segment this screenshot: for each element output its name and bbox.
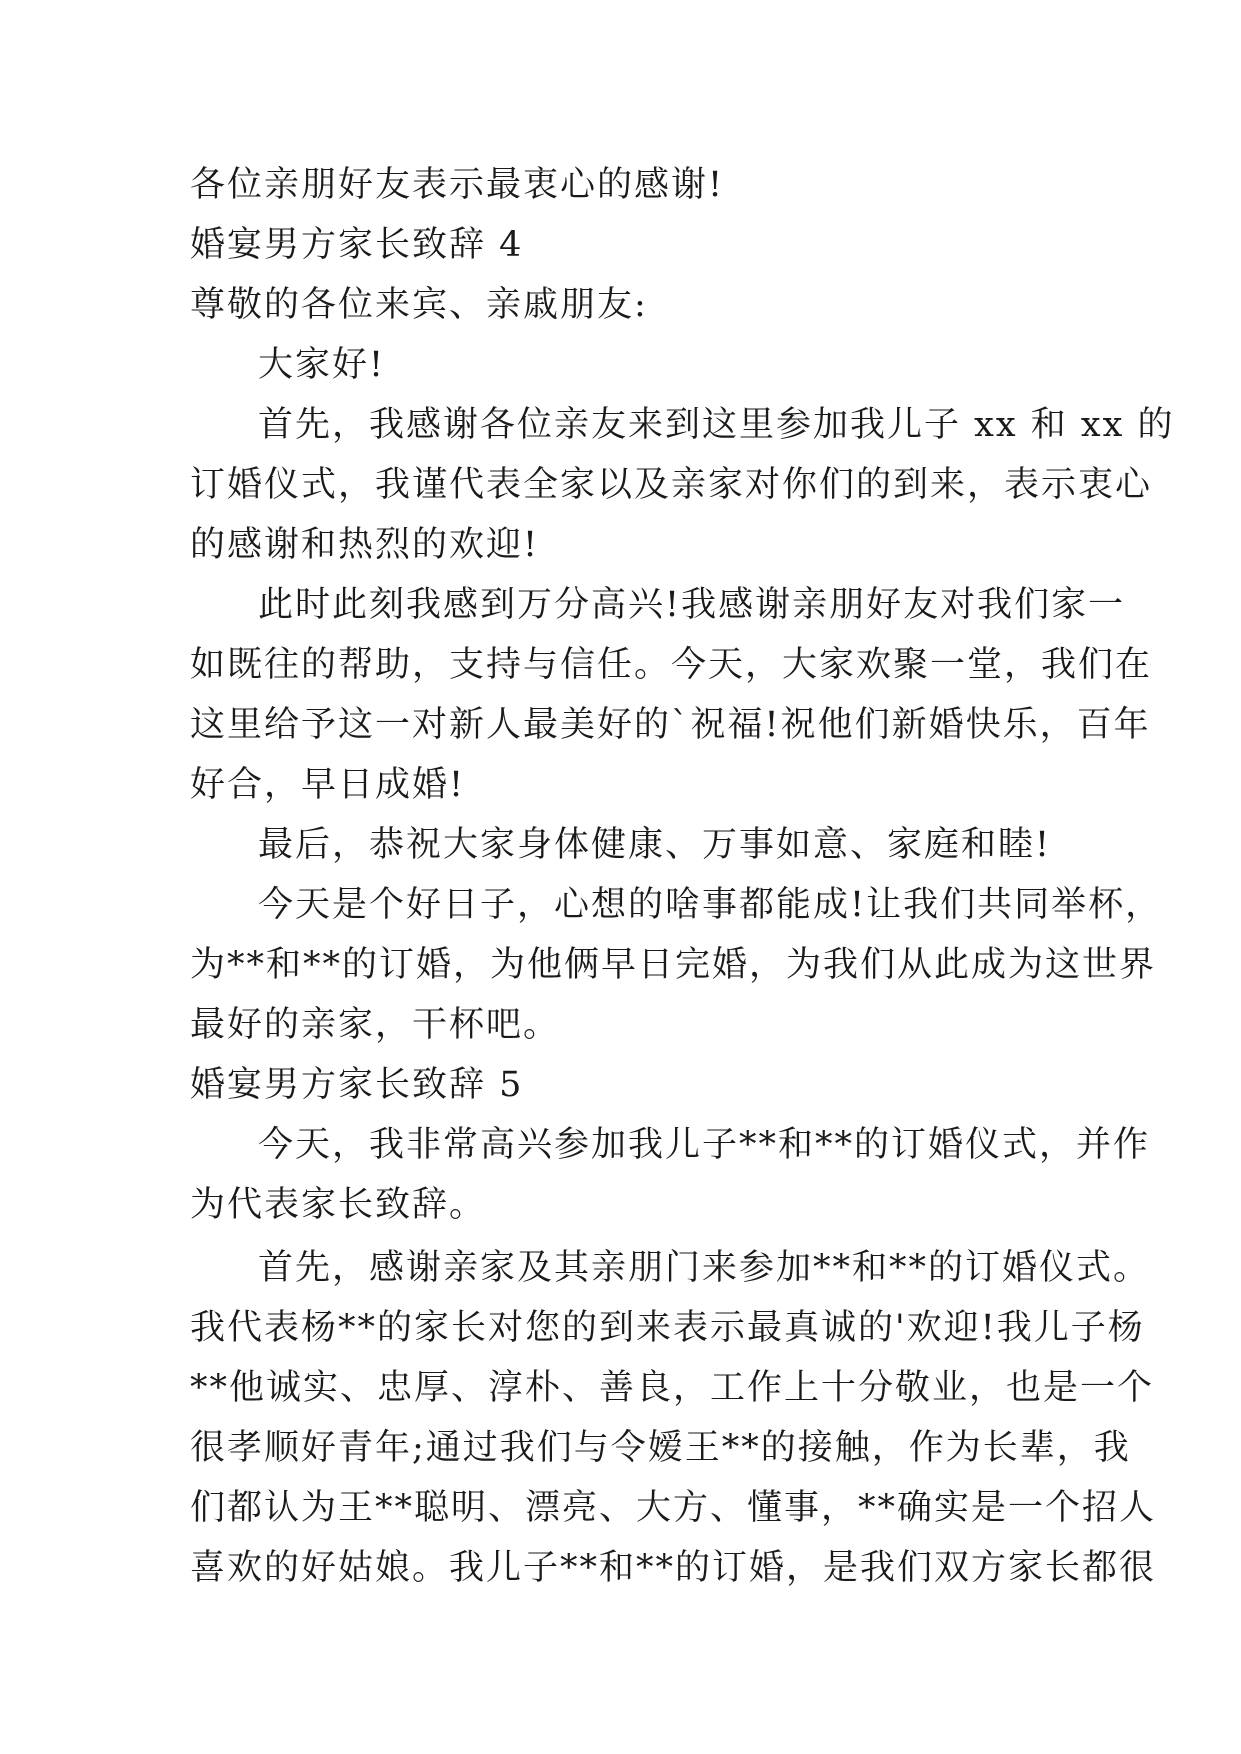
text-line: 今天，我非常高兴参加我儿子**和**的订婚仪式，并作 — [258, 1125, 1151, 1165]
text-line: 最好的亲家，干杯吧。 — [190, 1005, 561, 1045]
text-line: 首先，感谢亲家及其亲朋门来参加**和**的订婚仪式。 — [258, 1248, 1151, 1288]
text-line: 为代表家长致辞。 — [190, 1185, 487, 1225]
section-heading: 婚宴男方家长致辞 5 — [190, 1065, 524, 1105]
text-line: 喜欢的好姑娘。我儿子**和**的订婚，是我们双方家长都很 — [190, 1548, 1157, 1588]
text-line: 好合，早日成婚! — [190, 765, 466, 805]
section-heading: 婚宴男方家长致辞 4 — [190, 225, 524, 265]
text-line: 此时此刻我感到万分高兴!我感谢亲朋好友对我们家一 — [258, 585, 1126, 625]
text-line: 首先，我感谢各位亲友来到这里参加我儿子 xx 和 xx 的 — [258, 405, 1175, 445]
text-line: 这里给予这一对新人最美好的`祝福!祝他们新婚快乐，百年 — [190, 705, 1151, 745]
text-line: 我代表杨**的家长对您的到来表示最真诚的'欢迎!我儿子杨 — [190, 1308, 1145, 1348]
text-line: 订婚仪式，我谨代表全家以及亲家对你们的到来，表示衷心 — [190, 465, 1153, 505]
text-line: 们都认为王**聪明、漂亮、大方、懂事，**确实是一个招人 — [190, 1488, 1157, 1528]
text-line: 如既往的帮助，支持与信任。今天，大家欢聚一堂，我们在 — [190, 645, 1153, 685]
text-line: 的感谢和热烈的欢迎! — [190, 525, 540, 565]
text-line: 最后，恭祝大家身体健康、万事如意、家庭和睦! — [258, 825, 1052, 865]
text-line: 各位亲朋好友表示最衷心的感谢! — [190, 165, 725, 205]
greeting: 大家好! — [258, 345, 386, 385]
text-line: 为**和**的订婚，为他俩早日完婚，为我们从此成为这世界 — [190, 945, 1157, 985]
text-line: **他诚实、忠厚、淳朴、善良，工作上十分敬业，也是一个 — [190, 1368, 1155, 1408]
text-line: 今天是个好日子，心想的啥事都能成!让我们共同举杯， — [258, 885, 1163, 925]
document-body — [190, 155, 1175, 1598]
salutation: 尊敬的各位来宾、亲戚朋友: — [190, 285, 648, 325]
text-line: 很孝顺好青年;通过我们与令嫒王**的接触，作为长辈，我 — [190, 1428, 1131, 1468]
